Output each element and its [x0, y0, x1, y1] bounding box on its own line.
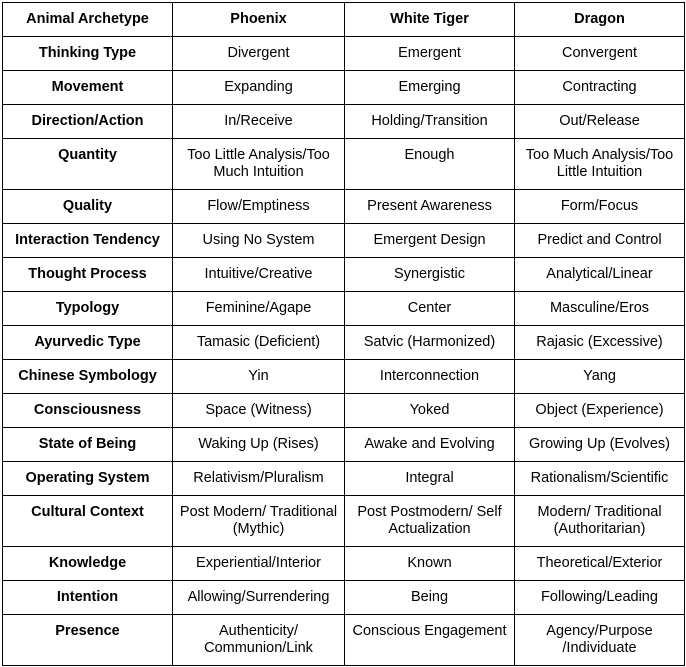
cell-phoenix: Authenticity/ Communion/Link [173, 615, 345, 666]
cell-white-tiger: Holding/Transition [345, 105, 515, 139]
table-row [3, 581, 685, 615]
cell-phoenix: Feminine/Agape [173, 292, 345, 326]
cell-phoenix: Space (Witness) [173, 394, 345, 428]
cell-white-tiger: Yoked [345, 394, 515, 428]
table-row [3, 496, 685, 547]
row-label: Movement [3, 71, 173, 105]
cell-dragon: Theoretical/Exterior [515, 547, 685, 581]
cell-white-tiger: Emergent Design [345, 224, 515, 258]
row-label: Typology [3, 292, 173, 326]
archetype-table [2, 2, 685, 666]
table-row [3, 428, 685, 462]
header-cell-phoenix: Phoenix [173, 3, 345, 37]
row-label: Quantity [3, 139, 173, 190]
table-row [3, 360, 685, 394]
table-row [3, 139, 685, 190]
table-row [3, 105, 685, 139]
cell-phoenix: Expanding [173, 71, 345, 105]
cell-dragon: Too Much Analysis/Too Little Intuition [515, 139, 685, 190]
cell-white-tiger: Synergistic [345, 258, 515, 292]
cell-phoenix: Waking Up (Rises) [173, 428, 345, 462]
row-label: Ayurvedic Type [3, 326, 173, 360]
cell-dragon: Rajasic (Excessive) [515, 326, 685, 360]
row-label: Cultural Context [3, 496, 173, 547]
table-row [3, 292, 685, 326]
cell-dragon: Growing Up (Evolves) [515, 428, 685, 462]
cell-phoenix: Using No System [173, 224, 345, 258]
cell-dragon: Masculine/Eros [515, 292, 685, 326]
cell-dragon: Object (Experience) [515, 394, 685, 428]
cell-white-tiger: Known [345, 547, 515, 581]
row-label: Direction/Action [3, 105, 173, 139]
cell-white-tiger: Satvic (Harmonized) [345, 326, 515, 360]
cell-dragon: Out/Release [515, 105, 685, 139]
cell-phoenix: Intuitive/Creative [173, 258, 345, 292]
cell-white-tiger: Being [345, 581, 515, 615]
table-row [3, 547, 685, 581]
cell-phoenix: Relativism/Pluralism [173, 462, 345, 496]
header-cell-archetype: Animal Archetype [3, 3, 173, 37]
cell-white-tiger: Emergent [345, 37, 515, 71]
cell-dragon: Agency/Purpose /Individuate [515, 615, 685, 666]
cell-white-tiger: Enough [345, 139, 515, 190]
cell-dragon: Convergent [515, 37, 685, 71]
cell-white-tiger: Conscious Engagement [345, 615, 515, 666]
table-row [3, 615, 685, 666]
row-label: State of Being [3, 428, 173, 462]
cell-phoenix: Yin [173, 360, 345, 394]
cell-dragon: Contracting [515, 71, 685, 105]
cell-dragon: Analytical/Linear [515, 258, 685, 292]
header-row [3, 3, 685, 37]
cell-phoenix: Tamasic (Deficient) [173, 326, 345, 360]
cell-phoenix: Experiential/Interior [173, 547, 345, 581]
cell-white-tiger: Post Postmodern/ Self Actualization [345, 496, 515, 547]
cell-phoenix: Allowing/Surrendering [173, 581, 345, 615]
cell-dragon: Form/Focus [515, 190, 685, 224]
row-label: Consciousness [3, 394, 173, 428]
cell-phoenix: Post Modern/ Traditional (Mythic) [173, 496, 345, 547]
cell-white-tiger: Integral [345, 462, 515, 496]
table-row [3, 224, 685, 258]
cell-dragon: Rationalism/Scientific [515, 462, 685, 496]
row-label: Presence [3, 615, 173, 666]
table-row [3, 326, 685, 360]
row-label: Thought Process [3, 258, 173, 292]
cell-white-tiger: Interconnection [345, 360, 515, 394]
cell-phoenix: In/Receive [173, 105, 345, 139]
row-label: Knowledge [3, 547, 173, 581]
row-label: Interaction Tendency [3, 224, 173, 258]
cell-white-tiger: Emerging [345, 71, 515, 105]
table-row [3, 190, 685, 224]
table-row [3, 258, 685, 292]
cell-dragon: Yang [515, 360, 685, 394]
cell-phoenix: Divergent [173, 37, 345, 71]
header-cell-dragon: Dragon [515, 3, 685, 37]
cell-dragon: Modern/ Traditional (Authoritarian) [515, 496, 685, 547]
row-label: Operating System [3, 462, 173, 496]
table-row [3, 71, 685, 105]
cell-phoenix: Too Little Analysis/Too Much Intuition [173, 139, 345, 190]
cell-white-tiger: Center [345, 292, 515, 326]
row-label: Thinking Type [3, 37, 173, 71]
cell-white-tiger: Present Awareness [345, 190, 515, 224]
table-row [3, 462, 685, 496]
row-label: Quality [3, 190, 173, 224]
cell-dragon: Predict and Control [515, 224, 685, 258]
table-row [3, 37, 685, 71]
cell-phoenix: Flow/Emptiness [173, 190, 345, 224]
cell-dragon: Following/Leading [515, 581, 685, 615]
header-cell-white-tiger: White Tiger [345, 3, 515, 37]
table-row [3, 394, 685, 428]
row-label: Chinese Symbology [3, 360, 173, 394]
row-label: Intention [3, 581, 173, 615]
table-body [3, 37, 685, 666]
cell-white-tiger: Awake and Evolving [345, 428, 515, 462]
